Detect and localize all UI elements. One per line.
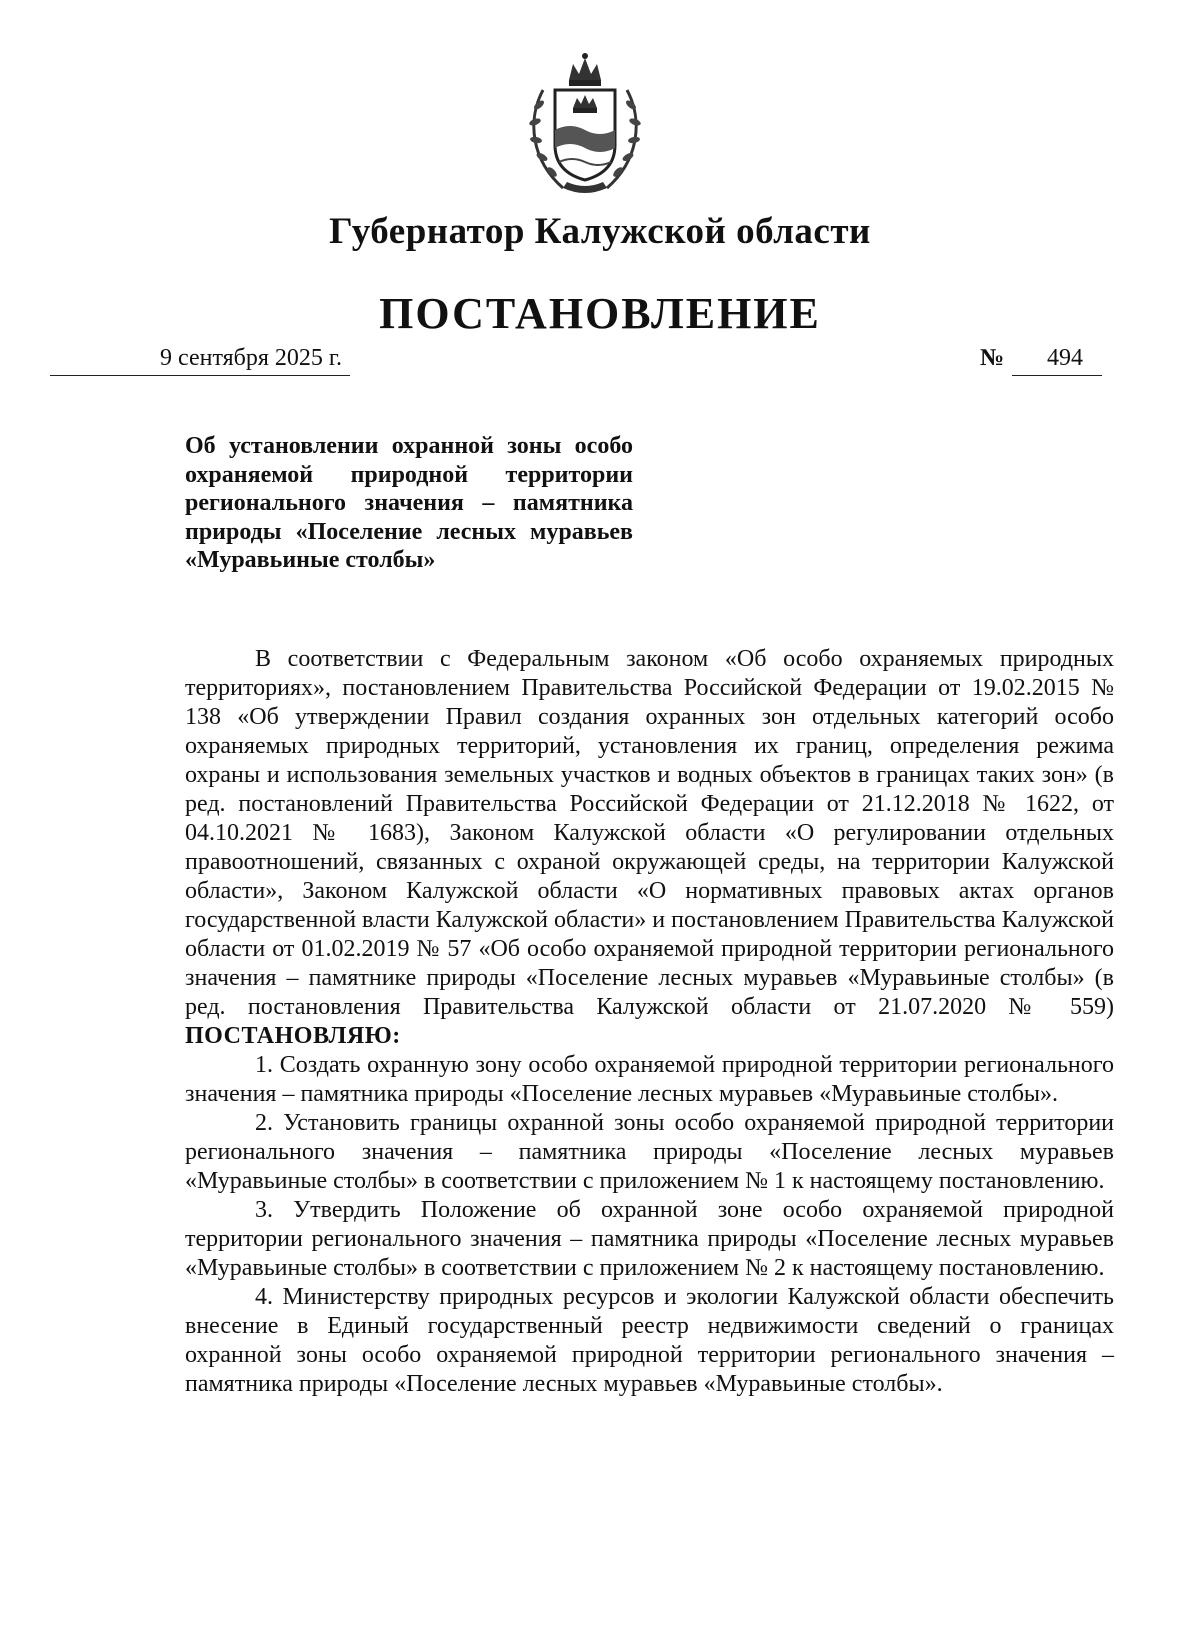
decree-word: ПОСТАНОВЛЯЮ: bbox=[185, 1023, 401, 1049]
issuing-authority: Губернатор Калужской области bbox=[329, 211, 871, 252]
preamble-text: В соответствии с Федеральным законом «Об особо охраняемых природных территориях», постановлением Правительства Российской Федерации от 19.02.2015 № 138 «Об утверждении Правил создания охранных зон отдельных категорий особо охраняемых природных территорий, установления их границ, определения режима охраны и использования земельных участков и водных объектов в границах таких зон» (в ред. постановлений Правительства Российской Федерации от 21.12.2018 № 1622, от 04.10.2021 № 1683), Законом Калужской области «О регулировании отдельных правоотношений, связанных с охраной окружающей среды, на территории Калужской области», Законом Калужской области «О нормативных правовых актах органов государственной власти Калужской области» и постановлением Правительства Калужской области от 01.02.2019 № 57 «Об особо охраняемой природной территории регионального значения – памятнике природы «Поселение лесных муравьев «Муравьиные столбы» (в ред. постановления Правительства Калужской области от 21.07.2020 № 559) bbox=[185, 646, 1114, 1020]
document-date: 9 сентября 2025 г. bbox=[160, 345, 343, 371]
clause-4: 4. Министерству природных ресурсов и экологии Калужской области обеспечить внесение в Единый государственный реестр недвижимости сведений о границах охранной зоны особо охраняемой природной территории регионального значения – памятника природы «Поселение лесных муравьев «Муравьиные столбы». bbox=[185, 1284, 1114, 1397]
document-body bbox=[185, 645, 1114, 1399]
document-type: ПОСТАНОВЛЕНИЕ bbox=[379, 289, 821, 338]
document-title: Об установлении охранной зоны особо охраняемой природной территории регионального значения – памятника природы «Поселение лесных муравьев «Муравьиные столбы» bbox=[185, 433, 633, 573]
number-sign: № bbox=[980, 345, 1005, 371]
clause-2: 2. Установить границы охранной зоны особо охраняемой природной территории регионального значения – памятника природы «Поселение лесных муравьев «Муравьиные столбы» в соответствии с приложением № 1 к настоящему постановлению. bbox=[185, 1110, 1114, 1194]
coat-of-arms-icon bbox=[525, 50, 645, 200]
clause-1: 1. Создать охранную зону особо охраняемой природной территории регионального значения – памятника природы «Поселение лесных муравьев «Муравьиные столбы». bbox=[185, 1052, 1114, 1107]
preamble-paragraph bbox=[185, 645, 1114, 1051]
document-number: 494 bbox=[1047, 345, 1083, 371]
clause-3: 3. Утвердить Положение об охранной зоне особо охраняемой природной территории регионального значения – памятника природы «Поселение лесных муравьев «Муравьиные столбы» в соответствии с приложением № 2 к настоящему постановлению. bbox=[185, 1197, 1114, 1281]
